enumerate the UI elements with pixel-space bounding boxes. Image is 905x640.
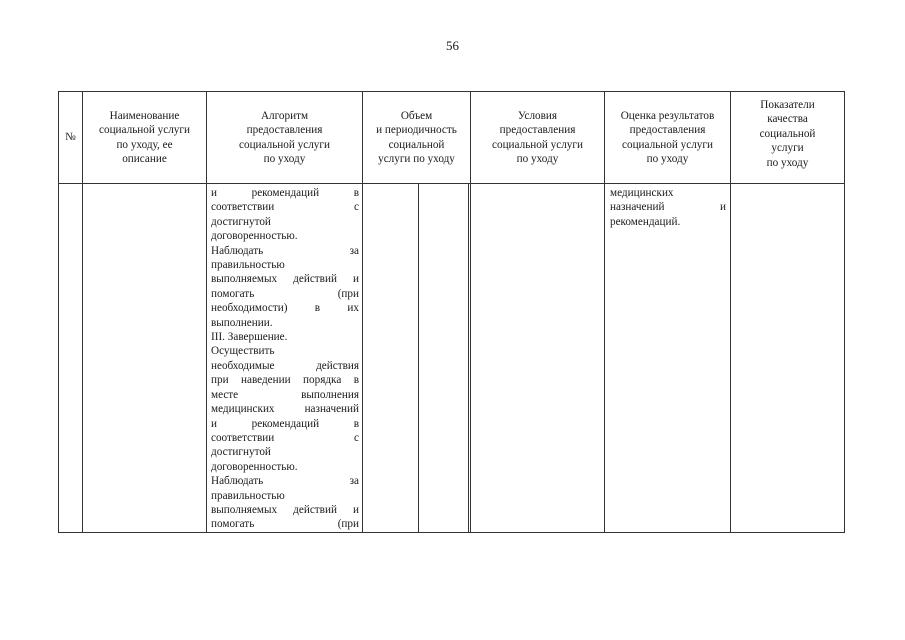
header-conditions [471, 92, 605, 184]
header-line: Наименование [109, 109, 180, 122]
header-algorithm [207, 92, 363, 184]
algorithm-line: Наблюдать за [211, 475, 359, 488]
cell-volume [363, 184, 471, 533]
header-line: социальной услуги [622, 138, 713, 151]
cell-evaluation [605, 184, 731, 533]
header-line: по уходу [646, 152, 689, 165]
algorithm-line: при наведении порядка в [211, 374, 359, 387]
algorithm-line: договоренностью. [211, 230, 298, 243]
algorithm-line: договоренностью. [211, 460, 298, 473]
algorithm-line: медицинских назначений [211, 403, 359, 416]
header-line: социальной услуги [99, 124, 190, 137]
header-volume [363, 92, 471, 184]
header-indicators-text [731, 98, 844, 170]
header-line: социальной услуги [239, 138, 330, 151]
evaluation-text [605, 184, 730, 229]
header-conditions-text [471, 109, 604, 167]
algorithm-text [207, 184, 362, 532]
header-line: Условия [517, 109, 558, 122]
header-line: услуги [771, 142, 804, 155]
cell-name [83, 184, 207, 533]
table-row [59, 184, 845, 533]
header-line: по уходу [516, 152, 559, 165]
header-line: по уходу [766, 156, 809, 169]
header-num: № [59, 92, 83, 184]
volume-subcell-2 [418, 184, 469, 532]
evaluation-line: медицинских [610, 187, 674, 199]
header-line: предоставления [246, 124, 323, 137]
evaluation-line: назначений и [610, 201, 726, 214]
algorithm-line: помогать (при [211, 287, 359, 300]
algorithm-line: соответствии с [211, 431, 359, 444]
algorithm-line: достигнутой [211, 446, 271, 459]
header-evaluation [605, 92, 731, 184]
algorithm-line: и рекомендаций в [211, 187, 359, 199]
algorithm-line: необходимые действия [211, 359, 359, 372]
header-line: Алгоритм [260, 109, 309, 122]
header-line: Объем [400, 109, 433, 122]
algorithm-line: III. Завершение. [211, 331, 288, 344]
header-line: социальной [759, 127, 816, 140]
algorithm-line: месте выполнения [211, 388, 359, 401]
algorithm-line: соответствии с [211, 201, 359, 214]
algorithm-line: необходимости) в их [211, 302, 359, 315]
header-line: предоставления [629, 124, 706, 137]
header-line: предоставления [499, 124, 576, 137]
algorithm-line: выполняемых действий и [211, 273, 359, 286]
algorithm-line: Наблюдать за [211, 244, 359, 257]
algorithm-line: Осуществить [211, 345, 275, 358]
header-name-text [83, 109, 206, 167]
algorithm-line: достигнутой [211, 215, 271, 228]
header-line: социальной [388, 138, 445, 151]
volume-subcells [363, 184, 470, 532]
evaluation-line: рекомендаций. [610, 215, 681, 228]
cell-num [59, 184, 83, 533]
header-line: Оценка результатов [620, 109, 715, 122]
algorithm-line: помогать (при [211, 518, 359, 531]
algorithm-line: выполнении. [211, 316, 273, 329]
cell-conditions [471, 184, 605, 533]
algorithm-line: правильностью [211, 259, 285, 272]
table-header-row [59, 92, 845, 184]
header-line: услуги по уходу [378, 152, 455, 165]
header-line: Показатели [760, 99, 815, 111]
volume-subcell-3 [469, 184, 470, 532]
header-line: качества [767, 113, 808, 126]
header-line: по уходу [263, 152, 306, 165]
header-algorithm-text [207, 109, 362, 167]
algorithm-line: правильностью [211, 489, 285, 502]
cell-algorithm [207, 184, 363, 533]
page-number: 56 [446, 38, 459, 53]
header-volume-text [363, 109, 470, 167]
header-evaluation-text [605, 109, 730, 167]
social-services-table [58, 91, 845, 533]
header-line: и периодичность [376, 124, 457, 137]
volume-subcell-1 [363, 184, 418, 532]
header-indicators [731, 92, 845, 184]
header-line: по уходу, ее [116, 138, 173, 151]
header-line: описание [122, 152, 167, 165]
header-name [83, 92, 207, 184]
algorithm-line: и рекомендаций в [211, 417, 359, 430]
header-line: социальной услуги [492, 138, 583, 151]
algorithm-line: выполняемых действий и [211, 503, 359, 516]
cell-indicators [731, 184, 845, 533]
